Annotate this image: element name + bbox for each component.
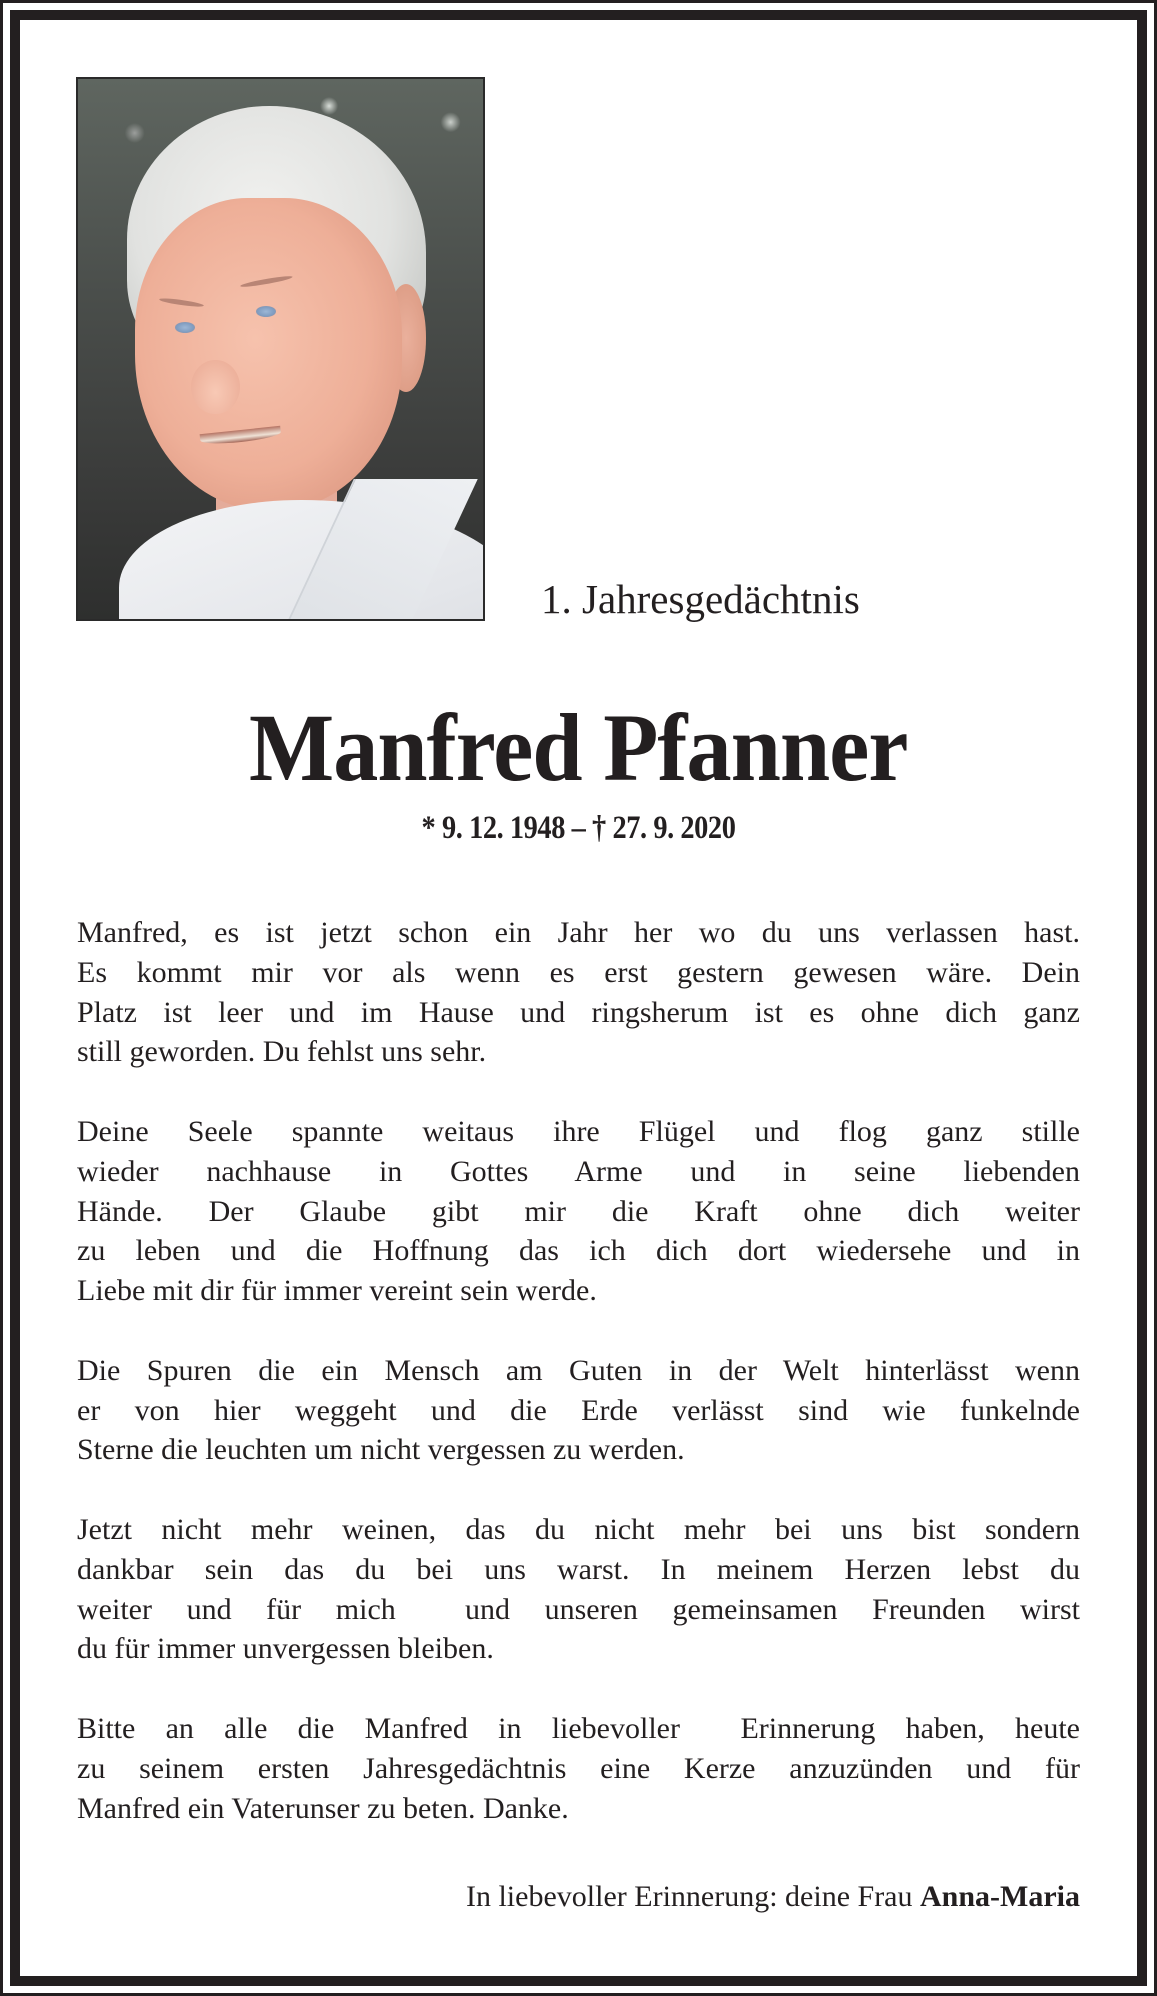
portrait-eye-right [256, 306, 276, 317]
text-line: Jetzt nicht mehr weinen, das du nicht mehr bei uns bist sondern [77, 1512, 1080, 1546]
memorial-text [77, 913, 1080, 1868]
paragraph-2 [77, 1112, 1080, 1311]
text-line: Manfred, es ist jetzt schon ein Jahr her wo du uns verlassen hast. [77, 916, 1080, 949]
text-line: du für immer unvergessen bleiben. [77, 1632, 494, 1666]
text-line: Liebe mit dir für immer vereint sein werde. [77, 1274, 597, 1308]
text-line: Die Spuren die ein Mensch am Guten in der Welt hinterlässt wenn [77, 1353, 1080, 1387]
text-line: er von hier weggeht und die Erde verlässt sind wie funkelnde [77, 1393, 1080, 1427]
text-line: Platz ist leer und im Hause und ringsherum ist es ohne dich ganz [77, 995, 1080, 1029]
text-line: Deine Seele spannte weitaus ihre Flügel und flog ganz stille [77, 1114, 1080, 1148]
paragraph-3 [77, 1351, 1080, 1470]
text-line: Sterne die leuchten um nicht vergessen zu werden. [77, 1433, 685, 1467]
text-line: wieder nachhause in Gottes Arme und in seine liebenden [77, 1154, 1080, 1188]
text-line: still geworden. Du fehlst uns sehr. [77, 1035, 487, 1069]
text-line: zu seinem ersten Jahresgedächtnis eine Kerze anzuzünden und für [77, 1751, 1080, 1785]
portrait-eye-left [175, 322, 195, 333]
text-line: weiter und für mich und unseren gemeinsamen Freunden wirst [77, 1592, 1080, 1626]
text-line: Bitte an alle die Manfred in liebevoller Erinnerung haben, heute [77, 1711, 1080, 1745]
paragraph-4 [77, 1510, 1080, 1669]
paragraph-5 [77, 1709, 1080, 1828]
text-line: Manfred ein Vaterunser zu beten. Danke. [77, 1791, 569, 1825]
deceased-name: Manfred Pfanner [249, 694, 908, 801]
signature-line [77, 1877, 1080, 1917]
portrait-nose [191, 360, 240, 414]
text-line: zu leben und die Hoffnung das ich dich dort wiedersehe und in [77, 1234, 1080, 1268]
signature-prefix: In liebevoller Erinnerung: deine Frau [465, 1880, 920, 1913]
text-line: dankbar sein das du bei uns warst. In meinem Herzen lebst du [77, 1552, 1080, 1586]
life-dates: * 9. 12. 1948 – † 27. 9. 2020 [421, 810, 736, 846]
memorial-heading: 1. Jahresgedächtnis [541, 576, 860, 622]
text-line: Hände. Der Glaube gibt mir die Kraft ohne dich weiter [77, 1194, 1080, 1228]
text-line: Es kommt mir vor als wenn es erst gestern gewesen wäre. Dein [77, 955, 1080, 989]
life-dates-row [77, 808, 1080, 854]
portrait-photo [76, 77, 485, 621]
portrait-face [135, 198, 402, 511]
paragraph-1 [77, 913, 1080, 1072]
signature-name: Anna-Maria [920, 1880, 1080, 1913]
